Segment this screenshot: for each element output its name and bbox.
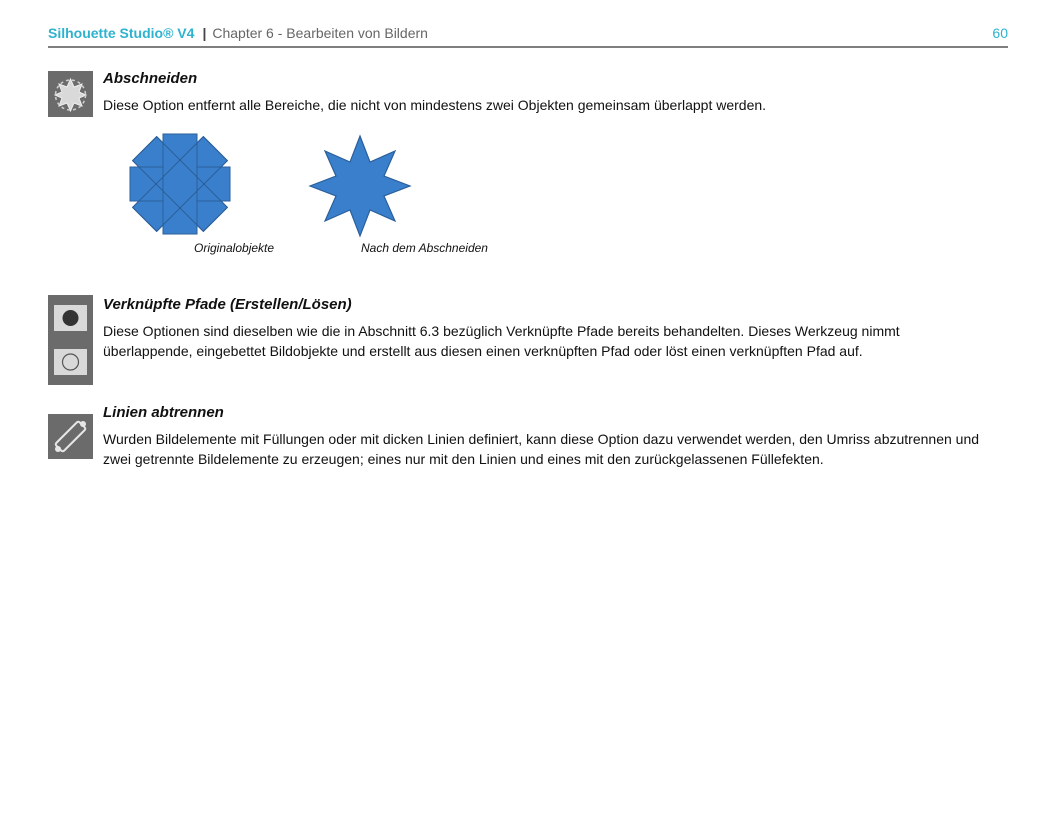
page-number: 60	[992, 25, 1008, 41]
header-separator: |	[202, 25, 207, 41]
brand-title: Silhouette Studio® V4	[48, 25, 195, 41]
figure-caption-original: Originalobjekte	[194, 241, 275, 255]
section-title-abschneiden: Abschneiden	[103, 70, 198, 87]
section-title-compound-paths: Verknüpfte Pfade (Erstellen/Lösen)	[103, 296, 352, 313]
page-header	[48, 24, 1008, 48]
figure-caption-after: Nach dem Abschneiden	[361, 241, 488, 255]
section-text-detach-lines: Wurden Bildelemente mit Füllungen oder mit dicken Linien definiert, kann diese Option dazu verwendet werden, den Umriss abzutrennen und zwei getrennte Bildelemente zu erzeugen; eines nur mit den Linien und eines mit den zurückgelassenen Füllefekten.	[103, 431, 980, 467]
detach-lines-icon	[48, 414, 93, 459]
section-text-compound-paths: Diese Optionen sind dieselben wie die in Abschnitt 6.3 bezüglich Verknüpfte Pfade bereits behandelten. Dieses Werkzeug nimmt überlappende, eingebettet Bildobjekte und erstellt aus diesen einen verknüpften Pfad oder löst einen verknüpften Pfad auf.	[103, 323, 900, 359]
overlapping-bars-icon	[126, 130, 234, 243]
section-title-detach-lines: Linien abtrennen	[103, 404, 224, 421]
star-result-icon	[308, 134, 412, 243]
chapter-title: Chapter 6 - Bearbeiten von Bildern	[212, 25, 428, 41]
compound-path-icons	[48, 295, 93, 385]
crop-star-icon	[48, 71, 93, 117]
section-text-abschneiden: Diese Option entfernt alle Bereiche, die nicht von mindestens zwei Objekten gemeinsam überlappt werden.	[103, 97, 767, 113]
make-compound-path-icon	[48, 295, 93, 385]
